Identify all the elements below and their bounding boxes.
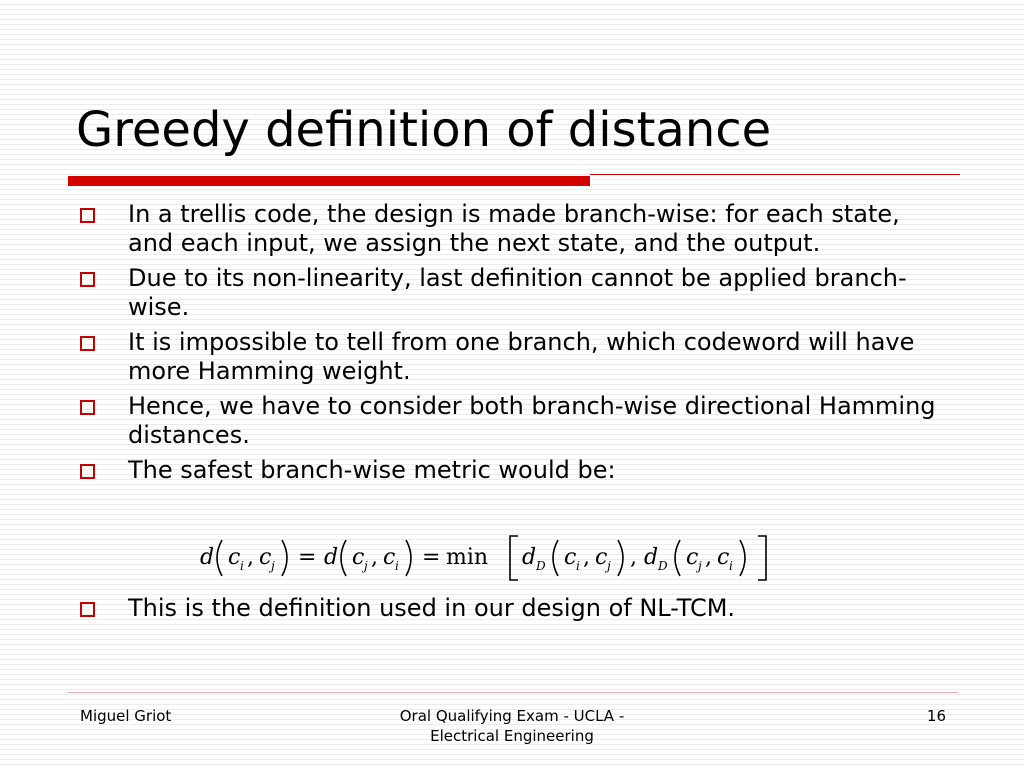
slide-title: Greedy definition of distance bbox=[76, 102, 772, 158]
title-underline-thin bbox=[590, 174, 960, 175]
hollow-square-icon bbox=[80, 208, 95, 223]
bullet-text: In a trellis code, the design is made branch-wise: for each state, and each input, we assign the next state, and the output. bbox=[128, 200, 900, 257]
formula-sub: i bbox=[729, 559, 733, 573]
formula-paren-open bbox=[341, 540, 346, 576]
formula-d: d bbox=[200, 545, 215, 570]
formula-sub: j bbox=[271, 559, 275, 573]
footer-center-line2: Electrical Engineering bbox=[430, 727, 594, 745]
formula-c: c bbox=[564, 545, 577, 570]
bullet-item bbox=[80, 328, 950, 386]
formula-comma: , bbox=[583, 545, 590, 570]
distance-formula bbox=[200, 530, 800, 586]
bullet-item bbox=[80, 264, 950, 322]
formula-c: c bbox=[228, 545, 241, 570]
bullet-item bbox=[80, 594, 950, 623]
formula-comma: , bbox=[247, 545, 254, 570]
formula-paren-close bbox=[406, 540, 411, 576]
hollow-square-icon bbox=[80, 464, 95, 479]
footer-page-number: 16 bbox=[926, 707, 946, 725]
formula-d: d bbox=[324, 545, 339, 570]
formula-sub: i bbox=[395, 559, 399, 573]
formula-paren-open bbox=[553, 540, 558, 576]
formula-sub: i bbox=[576, 559, 580, 573]
bullet-item bbox=[80, 200, 950, 258]
bullet-text: Due to its non-linearity, last definition cannot be applied branch-wise. bbox=[128, 264, 907, 321]
formula-sub: i bbox=[240, 559, 244, 573]
bullet-item bbox=[80, 392, 950, 450]
bullet-text: It is impossible to tell from one branch, which codeword will have more Hamming weight. bbox=[128, 328, 915, 385]
formula-sub: j bbox=[607, 559, 611, 573]
formula-c: c bbox=[686, 545, 699, 570]
formula-sub: j bbox=[698, 559, 702, 573]
formula-d: d bbox=[644, 545, 659, 570]
hollow-square-icon bbox=[80, 400, 95, 415]
hollow-square-icon bbox=[80, 336, 95, 351]
formula-equals: = bbox=[298, 545, 317, 570]
formula-bracket-open bbox=[510, 536, 518, 580]
formula-min: min bbox=[446, 545, 489, 570]
formula-paren-close bbox=[618, 540, 623, 576]
hollow-square-icon bbox=[80, 602, 95, 617]
bullet-item bbox=[80, 456, 950, 485]
footer-center bbox=[362, 706, 662, 746]
bullet-text: This is the definition used in our design of NL-TCM. bbox=[128, 594, 736, 622]
bullet-text: Hence, we have to consider both branch-wise directional Hamming distances. bbox=[128, 392, 936, 449]
bullet-text: The safest branch-wise metric would be: bbox=[128, 456, 616, 484]
formula-c: c bbox=[383, 545, 396, 570]
formula-c: c bbox=[717, 545, 730, 570]
formula-paren-open bbox=[675, 540, 680, 576]
footer-center-line1: Oral Qualifying Exam - UCLA - bbox=[399, 707, 625, 725]
formula-paren-close bbox=[740, 540, 745, 576]
bullet-list bbox=[80, 200, 950, 491]
formula-c: c bbox=[352, 545, 365, 570]
formula-paren-close bbox=[282, 540, 287, 576]
formula-paren-open bbox=[217, 540, 222, 576]
formula-bracket-close bbox=[758, 536, 766, 580]
title-underline-thick bbox=[68, 176, 590, 186]
footer-rule bbox=[68, 692, 958, 693]
formula-c: c bbox=[259, 545, 272, 570]
hollow-square-icon bbox=[80, 272, 95, 287]
formula-sub: D bbox=[536, 559, 546, 573]
footer-author: Miguel Griot bbox=[80, 707, 172, 725]
formula-comma: , bbox=[371, 545, 378, 570]
formula-d: d bbox=[522, 545, 537, 570]
formula-c: c bbox=[595, 545, 608, 570]
formula-equals: = bbox=[422, 545, 441, 570]
formula-sub: j bbox=[364, 559, 368, 573]
formula-sub: D bbox=[658, 559, 668, 573]
formula-comma: , bbox=[705, 545, 712, 570]
formula-comma: , bbox=[630, 545, 637, 570]
